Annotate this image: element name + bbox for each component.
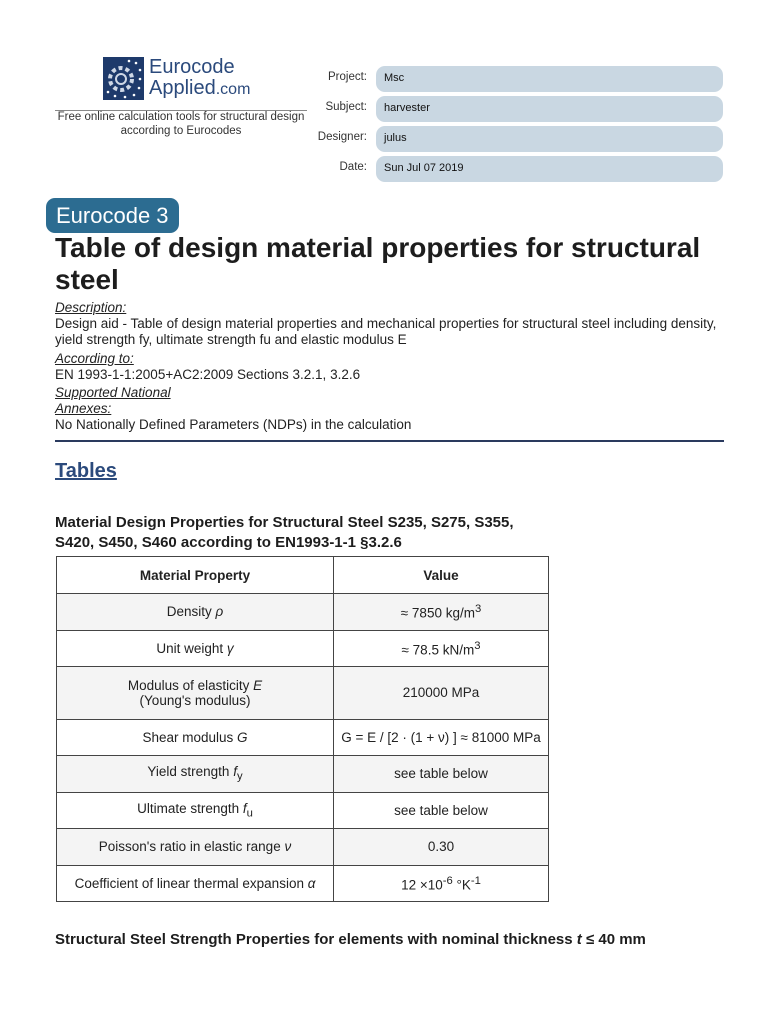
subject-field[interactable]: harvester <box>376 96 723 122</box>
table-row <box>57 594 549 631</box>
project-row <box>300 66 724 92</box>
property-name: Poisson's ratio in elastic range <box>98 839 285 855</box>
table-row <box>57 829 549 866</box>
value-cell <box>334 594 549 631</box>
value-sup: -1 <box>470 874 481 887</box>
property-symbol: γ <box>226 640 234 656</box>
designer-field[interactable]: julus <box>376 126 723 152</box>
value-cell: see table below <box>334 792 549 829</box>
value-cell: 210000 MPa <box>334 667 549 720</box>
property-symbol: α <box>307 875 316 891</box>
according-text: EN 1993-1-1:2005+AC2:2009 Sections 3.2.1, 3.2.6 <box>55 367 361 382</box>
logo-text <box>149 57 250 100</box>
subject-row <box>300 96 724 122</box>
property-cell <box>57 667 334 720</box>
property-name-line2: (Young's modulus) <box>139 692 251 708</box>
date-label: Date: <box>339 161 367 173</box>
logo-line1: Eurocode <box>149 56 235 78</box>
annexes-label: Annexes: <box>55 401 112 416</box>
property-sub: y <box>236 771 243 784</box>
property-sub: u <box>246 807 253 820</box>
property-symbol: E <box>253 677 263 693</box>
property-cell <box>57 630 334 667</box>
property-cell <box>57 829 334 866</box>
property-symbol: f <box>242 800 247 816</box>
table-row <box>57 865 549 902</box>
property-name: Modulus of elasticity <box>127 677 254 693</box>
project-field[interactable]: Msc <box>376 66 723 92</box>
table-row <box>57 756 549 793</box>
value-text: 12 ×10 <box>401 877 443 892</box>
value-cell: see table below <box>334 756 549 793</box>
according-label: According to: <box>55 351 134 366</box>
table-row <box>57 719 549 756</box>
property-name: Density <box>166 604 216 620</box>
date-row <box>300 156 724 182</box>
material-properties-table <box>56 556 549 902</box>
property-cell <box>57 756 334 793</box>
value-sup: -6 <box>442 874 453 887</box>
description-text: Design aid - Table of design material properties and mechanical properties for structural steel including density, yield strength fy, ultimate strength fu and elastic modulus E <box>55 316 717 347</box>
annexes-text: No Nationally Defined Parameters (NDPs) in the calculation <box>55 417 412 432</box>
table2-caption-text: Structural Steel Strength Properties for elements with nominal thickness <box>55 931 577 948</box>
tagline: Free online calculation tools for structural design according to Eurocodes <box>57 111 305 137</box>
table2-caption-suffix: ≤ 40 mm <box>581 931 646 948</box>
subject-label: Subject: <box>325 101 367 113</box>
table2-caption-symbol: t <box>576 931 582 948</box>
value-cell <box>334 630 549 667</box>
designer-row <box>300 126 724 152</box>
logo-line2 <box>149 78 250 100</box>
property-symbol: ρ <box>215 604 224 620</box>
tables-heading[interactable]: Tables <box>55 460 117 482</box>
property-name: Shear modulus <box>142 729 238 745</box>
designer-label: Designer: <box>317 131 367 143</box>
property-name: Coefficient of linear thermal expansion <box>74 875 308 891</box>
property-symbol: f <box>233 764 237 780</box>
value-cell: 0.30 <box>334 829 549 866</box>
property-cell <box>57 865 334 902</box>
logo-line2-main: Applied <box>149 77 216 99</box>
table1-caption: Material Design Properties for Structural Steel S235, S275, S355, S420, S450, S460 according to EN1993-1-1 §3.2.6 <box>55 514 514 551</box>
property-symbol: G <box>237 729 248 745</box>
section-divider <box>55 440 724 442</box>
value-unit: °K <box>452 877 471 892</box>
supported-national-label: Supported National <box>55 385 171 400</box>
table-header-row <box>57 557 549 594</box>
logo-gear-icon <box>103 57 144 100</box>
value-text: ≈ 78.5 kN/m <box>401 642 475 657</box>
date-field[interactable]: Sun Jul 07 2019 <box>376 156 723 182</box>
annexes-section <box>55 385 745 433</box>
value-cell <box>334 865 549 902</box>
property-name: Yield strength <box>147 764 234 780</box>
property-cell <box>57 792 334 829</box>
value-text: ≈ 7850 kg/m <box>400 605 475 621</box>
eurocode-badge: Eurocode 3 <box>46 198 179 233</box>
table-row <box>57 630 549 667</box>
logo-line2-suffix: .com <box>215 81 251 98</box>
according-section <box>55 351 745 383</box>
table2-caption <box>55 931 646 948</box>
property-name: Ultimate strength <box>137 800 243 816</box>
property-cell <box>57 719 334 756</box>
table-row <box>57 667 549 720</box>
value-sup: 3 <box>474 603 482 615</box>
header-material-property: Material Property <box>57 557 334 594</box>
property-cell <box>57 594 334 631</box>
property-symbol: ν <box>284 839 292 855</box>
header-value: Value <box>334 557 549 594</box>
page-title: Table of design material properties for structural steel <box>55 232 701 295</box>
property-name: Unit weight <box>156 640 227 656</box>
table-row <box>57 792 549 829</box>
description-label: Description: <box>55 300 127 315</box>
value-cell: G = E / [2 · (1 + ν) ] ≈ 81000 MPa <box>334 719 549 756</box>
value-sup: 3 <box>474 639 481 652</box>
logo[interactable] <box>103 56 251 101</box>
project-label: Project: <box>328 71 367 83</box>
description-section <box>55 300 745 348</box>
